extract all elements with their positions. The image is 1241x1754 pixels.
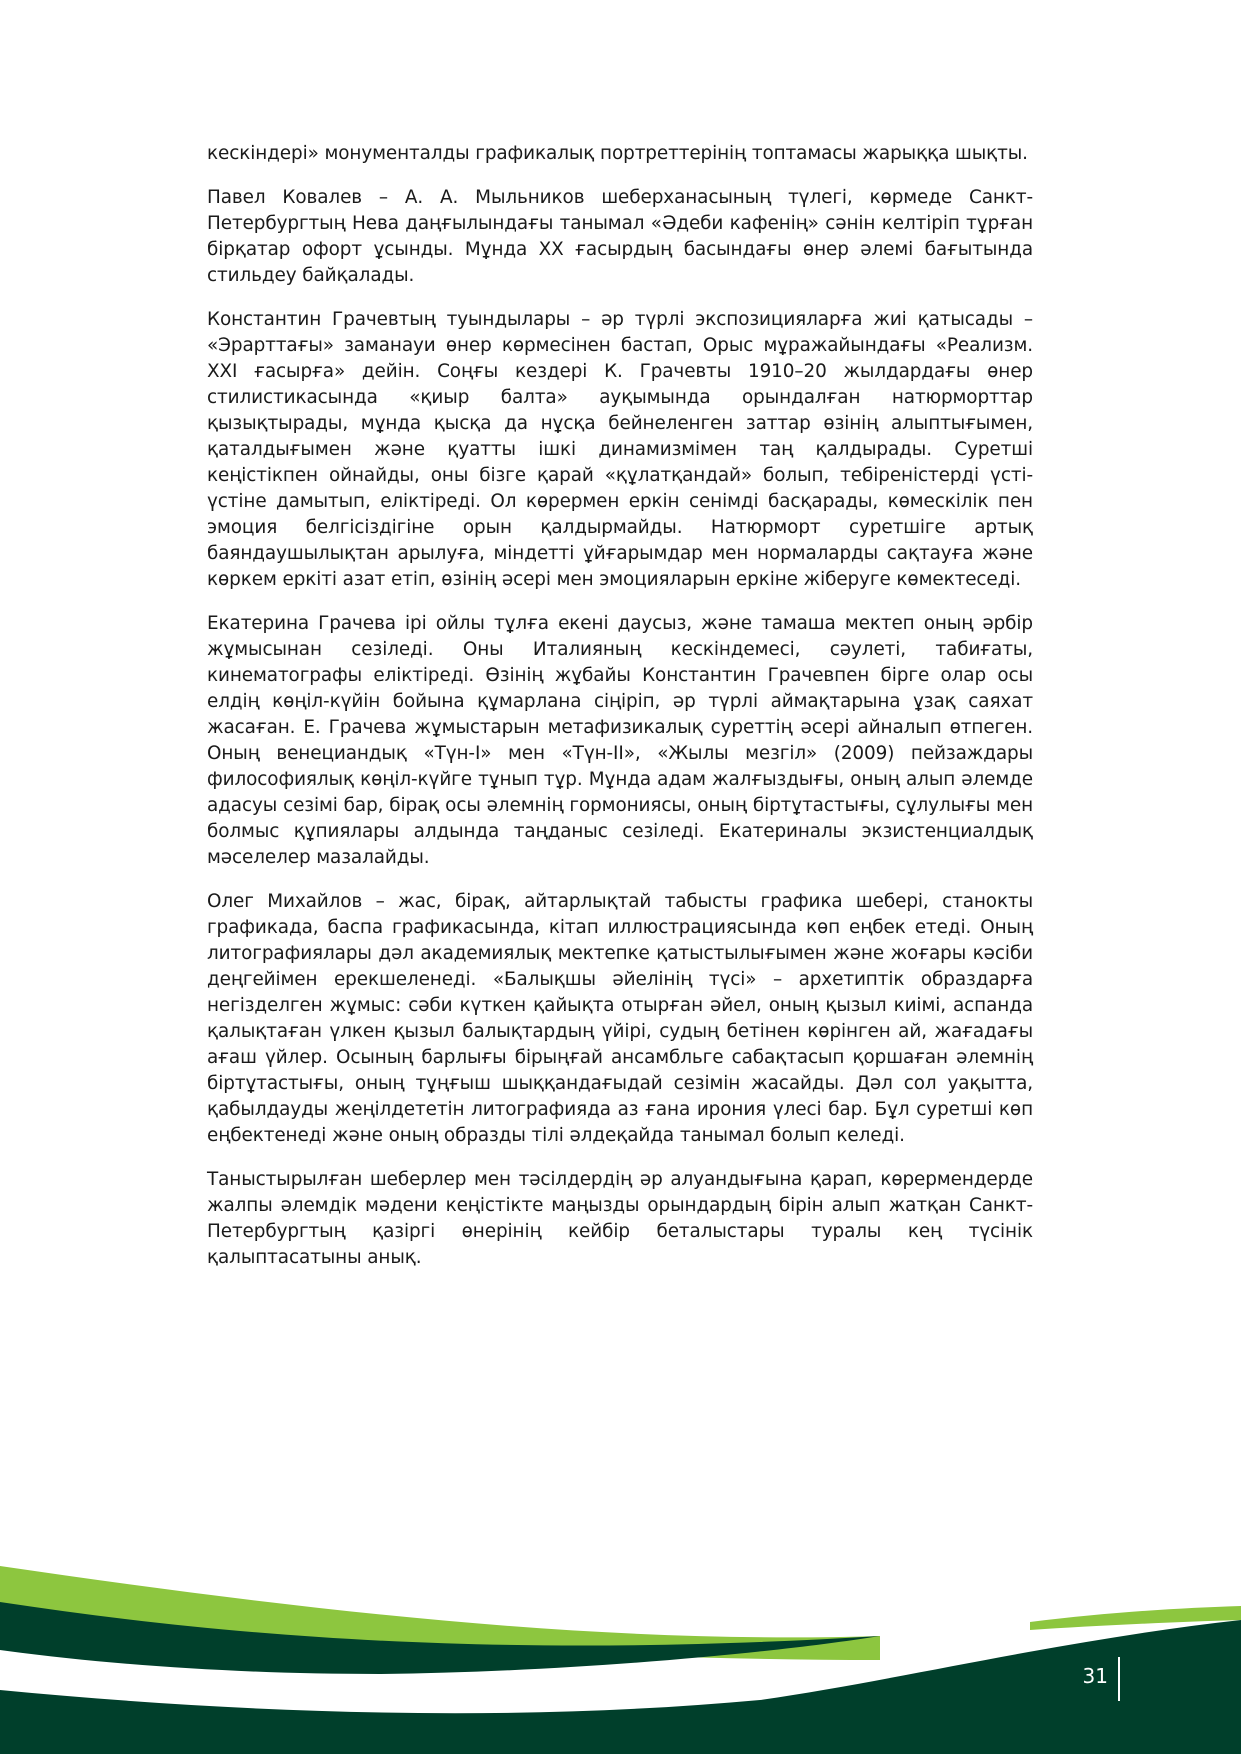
article-body [207, 141, 1033, 1289]
page-number-divider [1118, 1657, 1120, 1701]
paragraph: Таныстырылған шеберлер мен тәсілдердің әр алуандығына қарап, көрермендерде жалпы әлемдік мәдени кеңістікте маңызды орындардың бірін алып жатқан Санкт-Петербургтың қазіргі өнерінің кейбір беталыстары туралы кең түсінік қалыптасатыны анық. [207, 1169, 1033, 1268]
page-number: 31 [1082, 1664, 1108, 1688]
paragraph: кескіндері» монументалды графикалық портреттерінің топтамасы жарыққа шықты. [207, 143, 1028, 164]
footer-wave-decoration [0, 1540, 1241, 1754]
paragraph: Олег Михайлов – жас, бірақ, айтарлықтай табысты графика шебері, станокты графикада, баспа графикасында, кітап иллюстрациясында көп еңбек етеді. Оның литографиялары дәл академиялық мектепке қатыстылығымен және жоғары кәсіби деңгейімен ерекшеленеді. «Балықшы әйелінің түсі» – архетиптік образдарға негізделген жұмыс: сәби күткен қайықта отырған әйел, оның қызыл киімі, аспанда қалықтаған үлкен қызыл балықтардың үйірі, судың бетінен көрінген ай, жағадағы ағаш үйлер. Осының барлығы бірыңғай ансамбльге сабақтасып қоршаған әлемнің біртұтастығы, оның тұңғыш шыққандағыдай сезімін жасайды. Дәл сол уақытта, қабылдауды жеңілдететін литографияда аз ғана ирония үлесі бар. Бұл суретші көп еңбектенеді және оның образды тілі әлдеқайда танымал болып келеді. [207, 891, 1033, 1146]
paragraph: Константин Грачевтың туындылары – әр түрлі экспозицияларға жиі қатысады – «Эрарттағы» заманауи өнер көрмесінен бастап, Орыс мұражайындағы «Реализм. XXI ғасырға» дейін. Соңғы кездері К. Грачевты 1910–20 жылдардағы өнер стилистикасында «қиыр балта» ауқымында орындалған натюрморттар қызықтырады, мұнда қысқа да нұсқа бейнеленген заттар өзінің алыптығымен, қаталдығымен және қуатты ішкі динамизмімен таң қалдырады. Суретші кеңістікпен ойнайды, оны бізге қарай «құлатқандай» болып, тебіреністерді үсті-үстіне дамытып, еліктіреді. Ол көрермен еркін сенімді басқарады, көмескілік пен эмоция белгісіздігіне орын қалдырмайды. Натюрморт суретшіге артық баяндаушылықтан арылуға, міндетті ұйғарымдар мен нормаларды сақтауға және көркем еркіті азат етіп, өзінің әсері мен эмоцияларын еркіне жіберуге көмектеседі. [207, 309, 1033, 590]
paragraph: Екатерина Грачева ірі ойлы тұлға екені даусыз, және тамаша мектеп оның әрбір жұмысынан сезіледі. Оны Италияның кескіндемесі, сәулеті, табиғаты, кинематографы еліктіреді. Өзінің жұбайы Константин Грачевпен бірге олар осы елдің көңіл-күйін бойына құмарлана сіңіріп, әр түрлі аймақтарына ұзақ саяхат жасаған. Е. Грачева жұмыстарын метафизикалық суреттің әсері айналып өтпеген. Оның венециандық «Түн-I» мен «Түн-II», «Жылы мезгіл» (2009) пейзаждары философиялық көңіл-күйге тұнып тұр. Мұнда адам жалғыздығы, оның алып әлемде адасуы сезімі бар, бірақ осы әлемнің гормониясы, оның біртұтастығы, сұлулығы мен болмыс құпиялары алдында таңданыс сезіледі. Екатериналы экзистенциалдық мәселелер мазалайды. [207, 613, 1033, 868]
paragraph: Павел Ковалев – А. А. Мыльников шеберханасының түлегі, көрмеде Санкт-Петербургтың Нева даңғылындағы танымал «Әдеби кафенің» сәнін келтіріп тұрған бірқатар офорт ұсынды. Мұнда XX ғасырдың басындағы өнер әлемі бағытында стильдеу байқалады. [207, 187, 1033, 286]
